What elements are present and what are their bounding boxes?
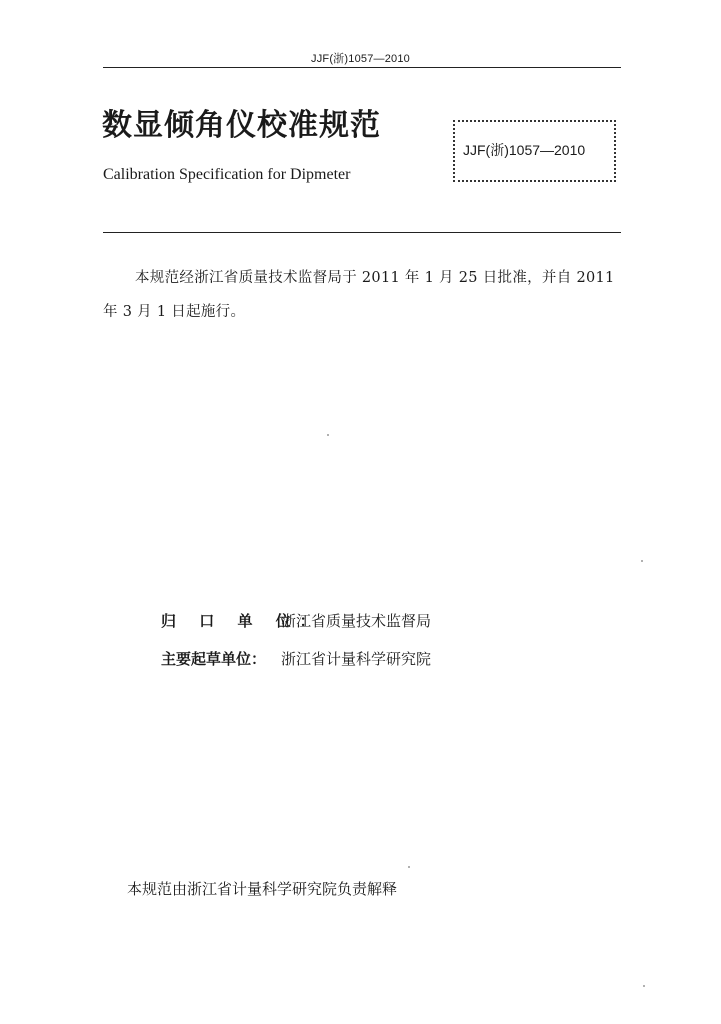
drafting-organization-row [161,647,431,685]
responsible-organization-row [161,609,431,647]
specification-code: JJF(浙)1057—2010 [463,142,586,158]
drafting-organization-value: 浙江省计量科学研究院 [281,650,432,668]
title-divider-rule [103,232,621,233]
running-header-code: JJF(浙)1057—2010 [311,53,410,65]
header-rule [103,67,621,68]
scan-speck [408,866,410,868]
title-english: Calibration Specification for Dipmeter [103,166,351,183]
scan-speck [643,985,645,987]
title-chinese: 数显倾角仪校准规范 [102,108,381,143]
responsible-organization-value: 浙江省质量技术监督局 [281,612,432,630]
specification-code-box [453,120,616,182]
responsible-organization-label: 归 口 单 位： [161,612,324,630]
drafting-organization-label: 主要起草单位： [161,650,267,668]
scan-speck [327,434,329,436]
organizations-block [161,609,431,685]
interpretation-note: 本规范由浙江省计量科学研究院负责解释 [127,880,398,898]
scan-speck [641,560,643,562]
approval-statement: 本规范经浙江省质量技术监督局于 2011 年 1 月 25 日批准，并自 2011 年 3 月 1 日起施行。 [103,270,615,320]
